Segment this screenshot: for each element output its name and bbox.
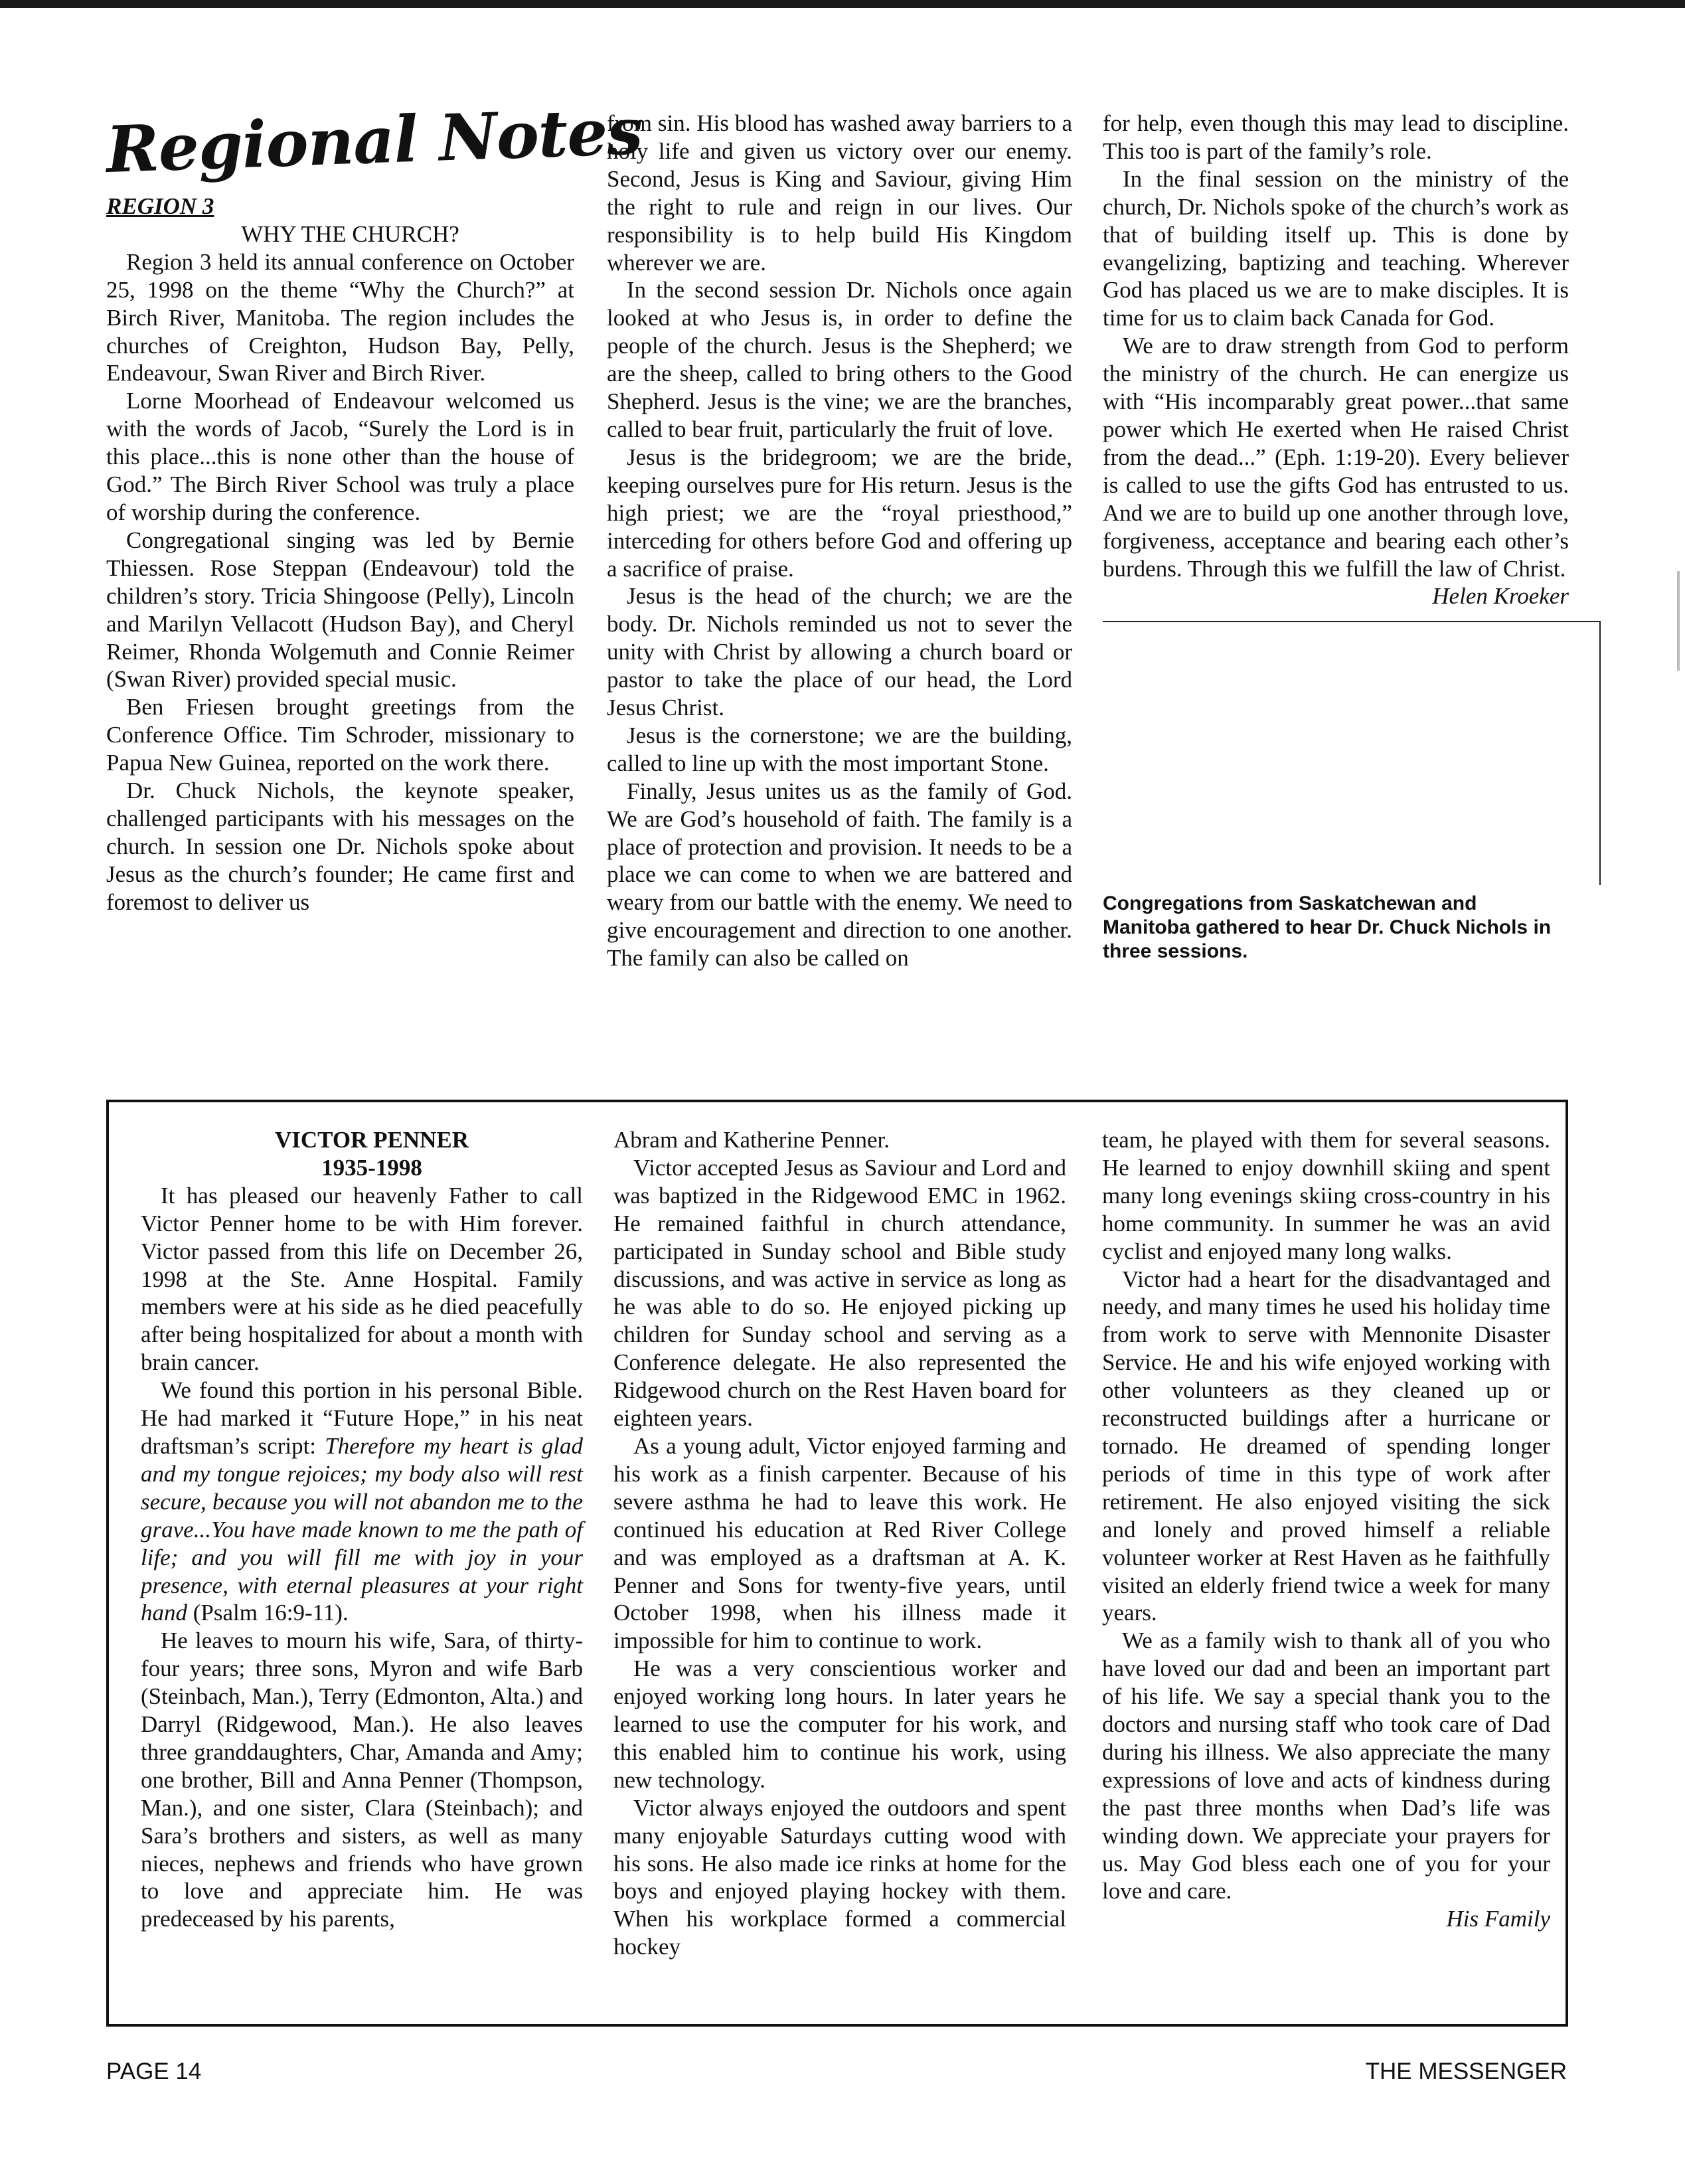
top-rule bbox=[0, 0, 1685, 8]
obituary-column-3 bbox=[1102, 1126, 1550, 1933]
edge-mark bbox=[1677, 571, 1680, 671]
psalm-reference: (Psalm 16:9-11). bbox=[187, 1600, 349, 1626]
obituary-paragraph: Victor always enjoyed the outdoors and spent many enjoyable Saturdays cutting wood with his sons. He also made ice rinks at home for the boys and enjoyed playing hockey with them. When his workplace formed a commercial hockey bbox=[613, 1794, 1066, 1960]
obituary-paragraph: Abram and Katherine Penner. bbox=[613, 1127, 890, 1153]
obituary-paragraph: It has pleased our heavenly Father to call Victor Penner home to be with Him forever. Victor passed from this life on December 26, 1998 at the Ste. Anne Hospital. Family members were at his side as he died peacefully after being hospitalized for about a month with brain cancer. bbox=[141, 1182, 583, 1376]
article-paragraph: Jesus is the bridegroom; we are the bride, keeping ourselves pure for His return. Jesus is the high priest; we are the “royal priesthood,” interceding for others before God and offering up a sacrifice of praise. bbox=[607, 444, 1072, 582]
obituary-paragraph-quote bbox=[141, 1377, 583, 1627]
article-paragraph: Jesus is the cornerstone; we are the building, called to line up with the most important Stone. bbox=[607, 722, 1072, 776]
article-paragraph: Dr. Chuck Nichols, the keynote speaker, challenged participants with his messages on the church. In session one Dr. Nichols spoke about Jesus as the church’s founder; He came first and foremost to deliver us bbox=[106, 778, 574, 915]
article-heading: WHY THE CHURCH? bbox=[241, 220, 459, 247]
article-author: Helen Kroeker bbox=[1432, 583, 1569, 610]
article-paragraph: Finally, Jesus unites us as the family of God. We are God’s household of faith. The family is a place of protection and provision. It needs to be a place we can come to when we are battered and weary from our battle with the enemy. We need to give encouragement and direction to one another. The family can also be called on bbox=[607, 778, 1072, 971]
article-paragraph: for help, even though this may lead to discipline. This too is part of the family’s role. bbox=[1103, 110, 1569, 164]
article-paragraph: Region 3 held its annual conference on October 25, 1998 on the theme “Why the Church?” at Birch River, Manitoba. The region includes the churches of Creighton, Hudson Bay, Pelly, Endeavour, Swan River and Birch River. bbox=[106, 248, 574, 386]
obituary-paragraph: As a young adult, Victor enjoyed farming and his work as a finish carpenter. Because of his severe asthma he had to leave this work. He continued his education at Red River College and was employed as a draftsman at A. K. Penner and Sons for twenty-five years, until October 1998, when his illness made it impossible for him to continue to work. bbox=[613, 1432, 1066, 1654]
obituary-paragraph: He leaves to mourn his wife, Sara, of thirty-four years; three sons, Myron and wife Barb (Steinbach, Man.), Terry (Edmonton, Alta.) and Darryl (Ridgewood, Man.). He also leaves three granddaughters, Char, Amanda and Amy; one brother, Bill and Anna Penner (Thompson, Man.), and one sister, Clara (Steinbach); and Sara’s brothers and sisters, as well as many nieces, nephews and friends who have grown to love and appreciate him. He was predeceased by his parents, bbox=[141, 1628, 583, 1932]
article-column-1 bbox=[105, 93, 644, 916]
article-column-3 bbox=[1103, 110, 1569, 964]
obituary-paragraph: Victor accepted Jesus as Saviour and Lord and was baptized in the Ridgewood EMC in 1962. He remained faithful in church attendance, participated in Sunday school and Bible study discussions, and was active in service as long as he was able to do so. He enjoyed picking up children for Sunday school and serving as a Conference delegate. He also represented the Ridgewood church on the Rest Haven board for eighteen years. bbox=[613, 1154, 1066, 1432]
obituary-paragraph: Victor had a heart for the disadvantaged and needy, and many times he used his holiday time from work to serve with Mennonite Disaster Service. He and his wife enjoyed working with other volunteers as they cleaned up or reconstructed buildings after a hurricane or tornado. He dreamed of spending longer periods of time in this type of work after retirement. He also enjoyed visiting the sick and lonely and proved himself a reliable volunteer worker at Rest Haven as he faithfully visited an elderly friend twice a week for many years. bbox=[1102, 1266, 1550, 1626]
article-paragraph: Congregational singing was led by Bernie Thiessen. Rose Steppan (Endeavour) told the children’s story. Tricia Shingoose (Pelly), Lincoln and Marilyn Vellacott (Hudson Bay), and Cheryl Reimer, Rhonda Wolgemuth and Connie Reimer (Swan River) provided special music. bbox=[106, 527, 574, 693]
article-paragraph: In the final session on the ministry of the church, Dr. Nichols spoke of the church’s work as that of building itself up. This is done by evangelizing, baptizing and teaching. Wherever God has placed us we are to make disciples. It is time for us to claim back Canada for God. bbox=[1103, 165, 1569, 331]
obituary-column-1 bbox=[141, 1126, 583, 1933]
publication-name: THE MESSENGER bbox=[1365, 2058, 1567, 2084]
photo-caption: Congregations from Saskatchewan and Manitoba gathered to hear Dr. Chuck Nichols in three sessions. bbox=[1103, 892, 1552, 963]
article-paragraph: Jesus is the head of the church; we are the body. Dr. Nichols reminded us not to sever the unity with Christ by allowing a church board or pastor to take the place of our head, the Lord Jesus Christ. bbox=[607, 583, 1072, 721]
photo-placeholder bbox=[1103, 621, 1601, 885]
article-paragraph: from sin. His blood has washed away barriers to a holy life and given us victory over our enemy. Second, Jesus is King and Saviour, giving Him the right to rule and reign in our lives. Our responsibility is to help build His Kingdom wherever we are. bbox=[607, 110, 1072, 276]
obituary-column-2 bbox=[613, 1126, 1066, 1961]
region-label: REGION 3 bbox=[106, 193, 214, 219]
obituary-paragraph: We as a family wish to thank all of you who have loved our dad and been an important part of his life. We say a special thank you to the doctors and nursing staff who took care of Dad during his illness. We also appreciate the many expressions of love and acts of kindness during the past three months when Dad’s life was winding down. We appreciate your prayers for us. May God bless each one of you for your love and care. bbox=[1102, 1628, 1550, 1904]
obituary-paragraph: He was a very conscientious worker and enjoyed working long hours. In later years he learned to use the computer for his work, and this enabled him to continue his work, using new technology. bbox=[613, 1655, 1066, 1793]
article-column-2 bbox=[607, 110, 1072, 972]
psalm-quote: Therefore my heart is glad and my tongue rejoices; my body also will rest secure, because you will not abandon me to the grave...You have made known to me the path of life; and you will fill me with joy in your presence, with eternal pleasures at your right hand bbox=[141, 1432, 584, 1626]
article-paragraph: Lorne Moorhead of Endeavour welcomed us with the words of Jacob, “Surely the Lord is in this place...this is none other than the house of God.” The Birch River School was truly a place of worship during the conference. bbox=[106, 388, 574, 525]
article-paragraph: We are to draw strength from God to perform the ministry of the church. He can energize us with “His incomparably great power...that same power which He exerted when He raised Christ from the dead...” (Eph. 1:19-20). Every believer is called to use the gifts God has entrusted to us. And we are to build up one another through love, forgiveness, acceptance and bearing each other’s burdens. Through this we fulfill the law of Christ. bbox=[1103, 333, 1569, 582]
obituary-paragraph: team, he played with them for several seasons. He learned to enjoy downhill skiing and spent many long evenings skiing cross-country in his home community. In summer he was an avid cyclist and enjoyed many long walks. bbox=[1102, 1127, 1550, 1264]
obituary-years: 1935-1998 bbox=[321, 1154, 422, 1181]
page-number: PAGE 14 bbox=[106, 2058, 202, 2084]
section-masthead: Regional Notes bbox=[105, 93, 644, 187]
obituary-signature: His Family bbox=[1446, 1906, 1550, 1932]
article-paragraph: Ben Friesen brought greetings from the Conference Office. Tim Schroder, missionary to Papua New Guinea, reported on the work there. bbox=[106, 694, 574, 776]
quote-intro: We found this portion in his personal Bible. He had marked it “Future Hope,” in his neat draftsman’s script: bbox=[141, 1377, 583, 1459]
article-paragraph: In the second session Dr. Nichols once again looked at who Jesus is, in order to define the people of the church. Jesus is the Shepherd; we are the sheep, called to bring others to the Good Shepherd. Jesus is the vine; we are the branches, called to bear fruit, particularly the fruit of love. bbox=[607, 277, 1072, 442]
obituary-name: VICTOR PENNER bbox=[274, 1127, 469, 1153]
